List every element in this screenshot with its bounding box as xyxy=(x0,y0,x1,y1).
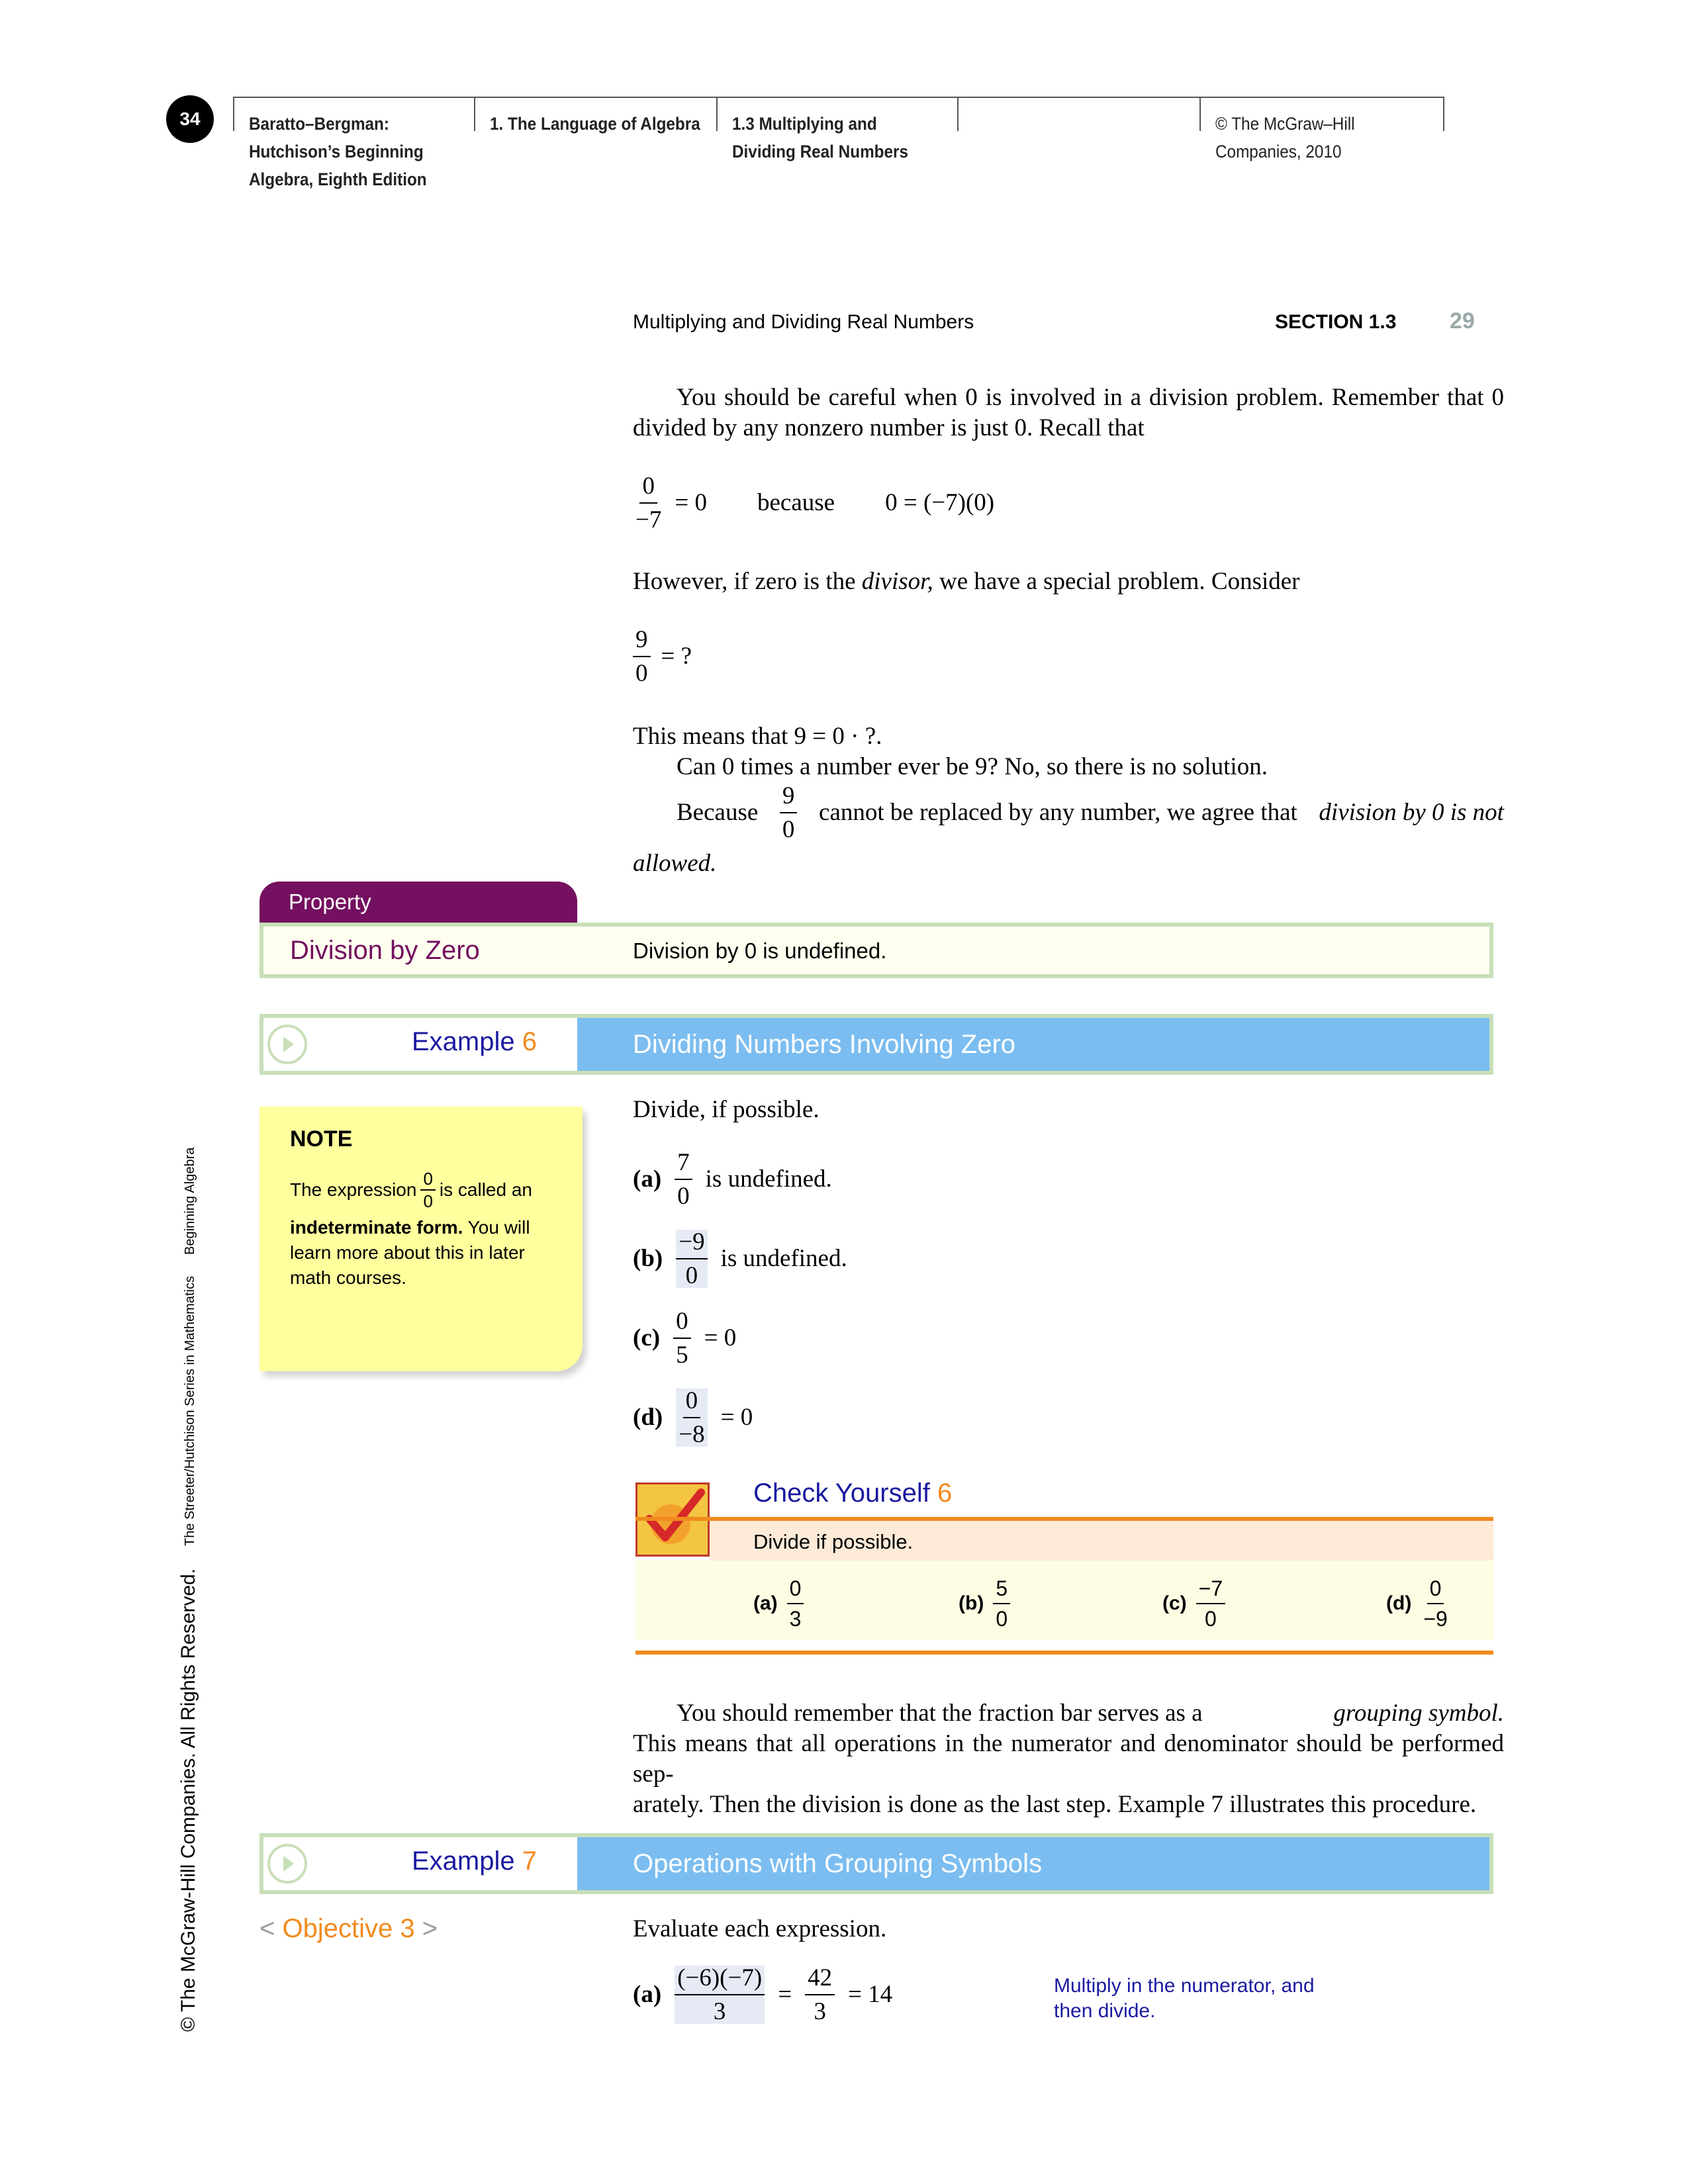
example-7-bar xyxy=(259,1833,1493,1894)
example-7-part-a: (a) $\frac{(-6)(-7)}{3}$ = $\frac{42}{3}$ = 14 xyxy=(633,1964,893,2025)
equation-nine-over-zero: $\frac{9}{0}$ = ? xyxy=(633,627,692,686)
note-text: The expression $\frac{0}{0}$ is called an indeterminate form. You will learn more about this in later math courses. xyxy=(290,1169,532,1288)
objective-label: < Objective 3 > xyxy=(259,1914,438,1943)
example-6-part-d: (d) $\frac{0}{-8}$ = 0 xyxy=(633,1387,753,1448)
property-statement: Division by 0 is undefined. xyxy=(633,938,887,963)
check-part-a: (a) $\frac{0}{3}$ xyxy=(753,1578,804,1629)
header-divider xyxy=(957,97,959,131)
means-line: This means that 9 = 0 · ?. xyxy=(633,723,882,750)
header-book: Baratto–Bergman: Hutchison’s Beginning Algebra, Eighth Edition xyxy=(249,114,427,189)
example-6-part-b: (b) $\frac{-9}{0}$ is undefined. xyxy=(633,1228,847,1289)
header-copyright: © The McGraw–Hill Companies, 2010 xyxy=(1215,114,1355,161)
example-6-bar xyxy=(259,1014,1493,1075)
example-7-label: Example 7 xyxy=(412,1846,537,1876)
property-box xyxy=(259,923,1493,978)
check-part-c: (c) $\frac{-7}{0}$ xyxy=(1162,1578,1225,1629)
example-7-title-bar xyxy=(577,1837,1489,1890)
header-divider xyxy=(1443,97,1444,131)
example-6-instruction: Divide, if possible. xyxy=(633,1096,820,1123)
example-7-margin-note: Multiply in the numerator, and then divide. xyxy=(1054,1975,1315,2022)
example-6-label: Example 6 xyxy=(412,1027,537,1056)
section-label: SECTION 1.3 xyxy=(1275,311,1397,333)
margin-course: Beginning Algebra xyxy=(183,1147,197,1255)
header-divider xyxy=(474,97,475,131)
example-6-part-a: (a) $\frac{7}{0}$ is undefined. xyxy=(633,1149,832,1210)
header-section: 1.3 Multiplying and Dividing Real Numbers xyxy=(732,114,909,161)
page-badge: 34 xyxy=(166,95,214,143)
allowed-line: allowed. xyxy=(633,850,717,877)
margin-copyright: © The McGraw-Hill Companies. All Rights Reserved. xyxy=(177,1568,199,2032)
page-number: 29 xyxy=(1450,308,1475,334)
intro-paragraph: You should be careful when 0 is involved in a division problem. Remember that 0 divided by any nonzero number is just 0. Recall that xyxy=(633,384,1504,441)
check-part-d: (d) $\frac{0}{-9}$ xyxy=(1386,1576,1448,1631)
check-part-b: (b) $\frac{5}{0}$ xyxy=(959,1578,1010,1629)
grouping-paragraph: You should remember that the fraction bar serves as a grouping symbol. This means that all operations in the numerator and denominator should be performed sep- arately. Then the division is done as the last step. Example 7 illustrates this procedure. xyxy=(633,1700,1504,1818)
divisor-paragraph: However, if zero is the divisor, we have a special problem. Consider xyxy=(633,568,1300,595)
header-chapter: 1. The Language of Algebra xyxy=(490,114,700,134)
play-icon[interactable] xyxy=(267,1844,307,1884)
check-rule-bottom xyxy=(635,1651,1493,1655)
example-6-title-bar xyxy=(577,1018,1489,1071)
no-solution-line: Can 0 times a number ever be 9? No, so there is no solution. xyxy=(677,753,1268,780)
example-7-instruction: Evaluate each expression. xyxy=(633,1915,887,1942)
running-title: Multiplying and Dividing Real Numbers xyxy=(633,311,974,333)
property-tab: Property xyxy=(259,882,577,924)
check-yourself-title: Check Yourself 6 xyxy=(753,1479,953,1508)
example-6-part-c: (c) $\frac{0}{5}$ = 0 xyxy=(633,1308,737,1369)
header-divider xyxy=(1199,97,1201,131)
header-divider xyxy=(233,97,234,131)
check-instruction-band xyxy=(710,1521,1493,1561)
example-6-title: Dividing Numbers Involving Zero xyxy=(633,1030,1016,1059)
property-name: Division by Zero xyxy=(290,936,480,965)
equation-zero-over-neg7: $\frac{0}{-7}$ = 0 because 0 = (−7)(0) xyxy=(635,473,995,533)
because-line: Because $\frac{9}{0}$ cannot be replaced by any number, we agree that division by 0 is not xyxy=(677,782,1504,843)
note-title: NOTE xyxy=(290,1126,353,1152)
note-box xyxy=(259,1107,583,1371)
margin-series: The Streeter/Hutchison Series in Mathematics xyxy=(183,1276,197,1546)
play-icon[interactable] xyxy=(267,1024,307,1064)
example-7-title: Operations with Grouping Symbols xyxy=(633,1849,1043,1878)
check-instruction: Divide if possible. xyxy=(753,1530,914,1553)
